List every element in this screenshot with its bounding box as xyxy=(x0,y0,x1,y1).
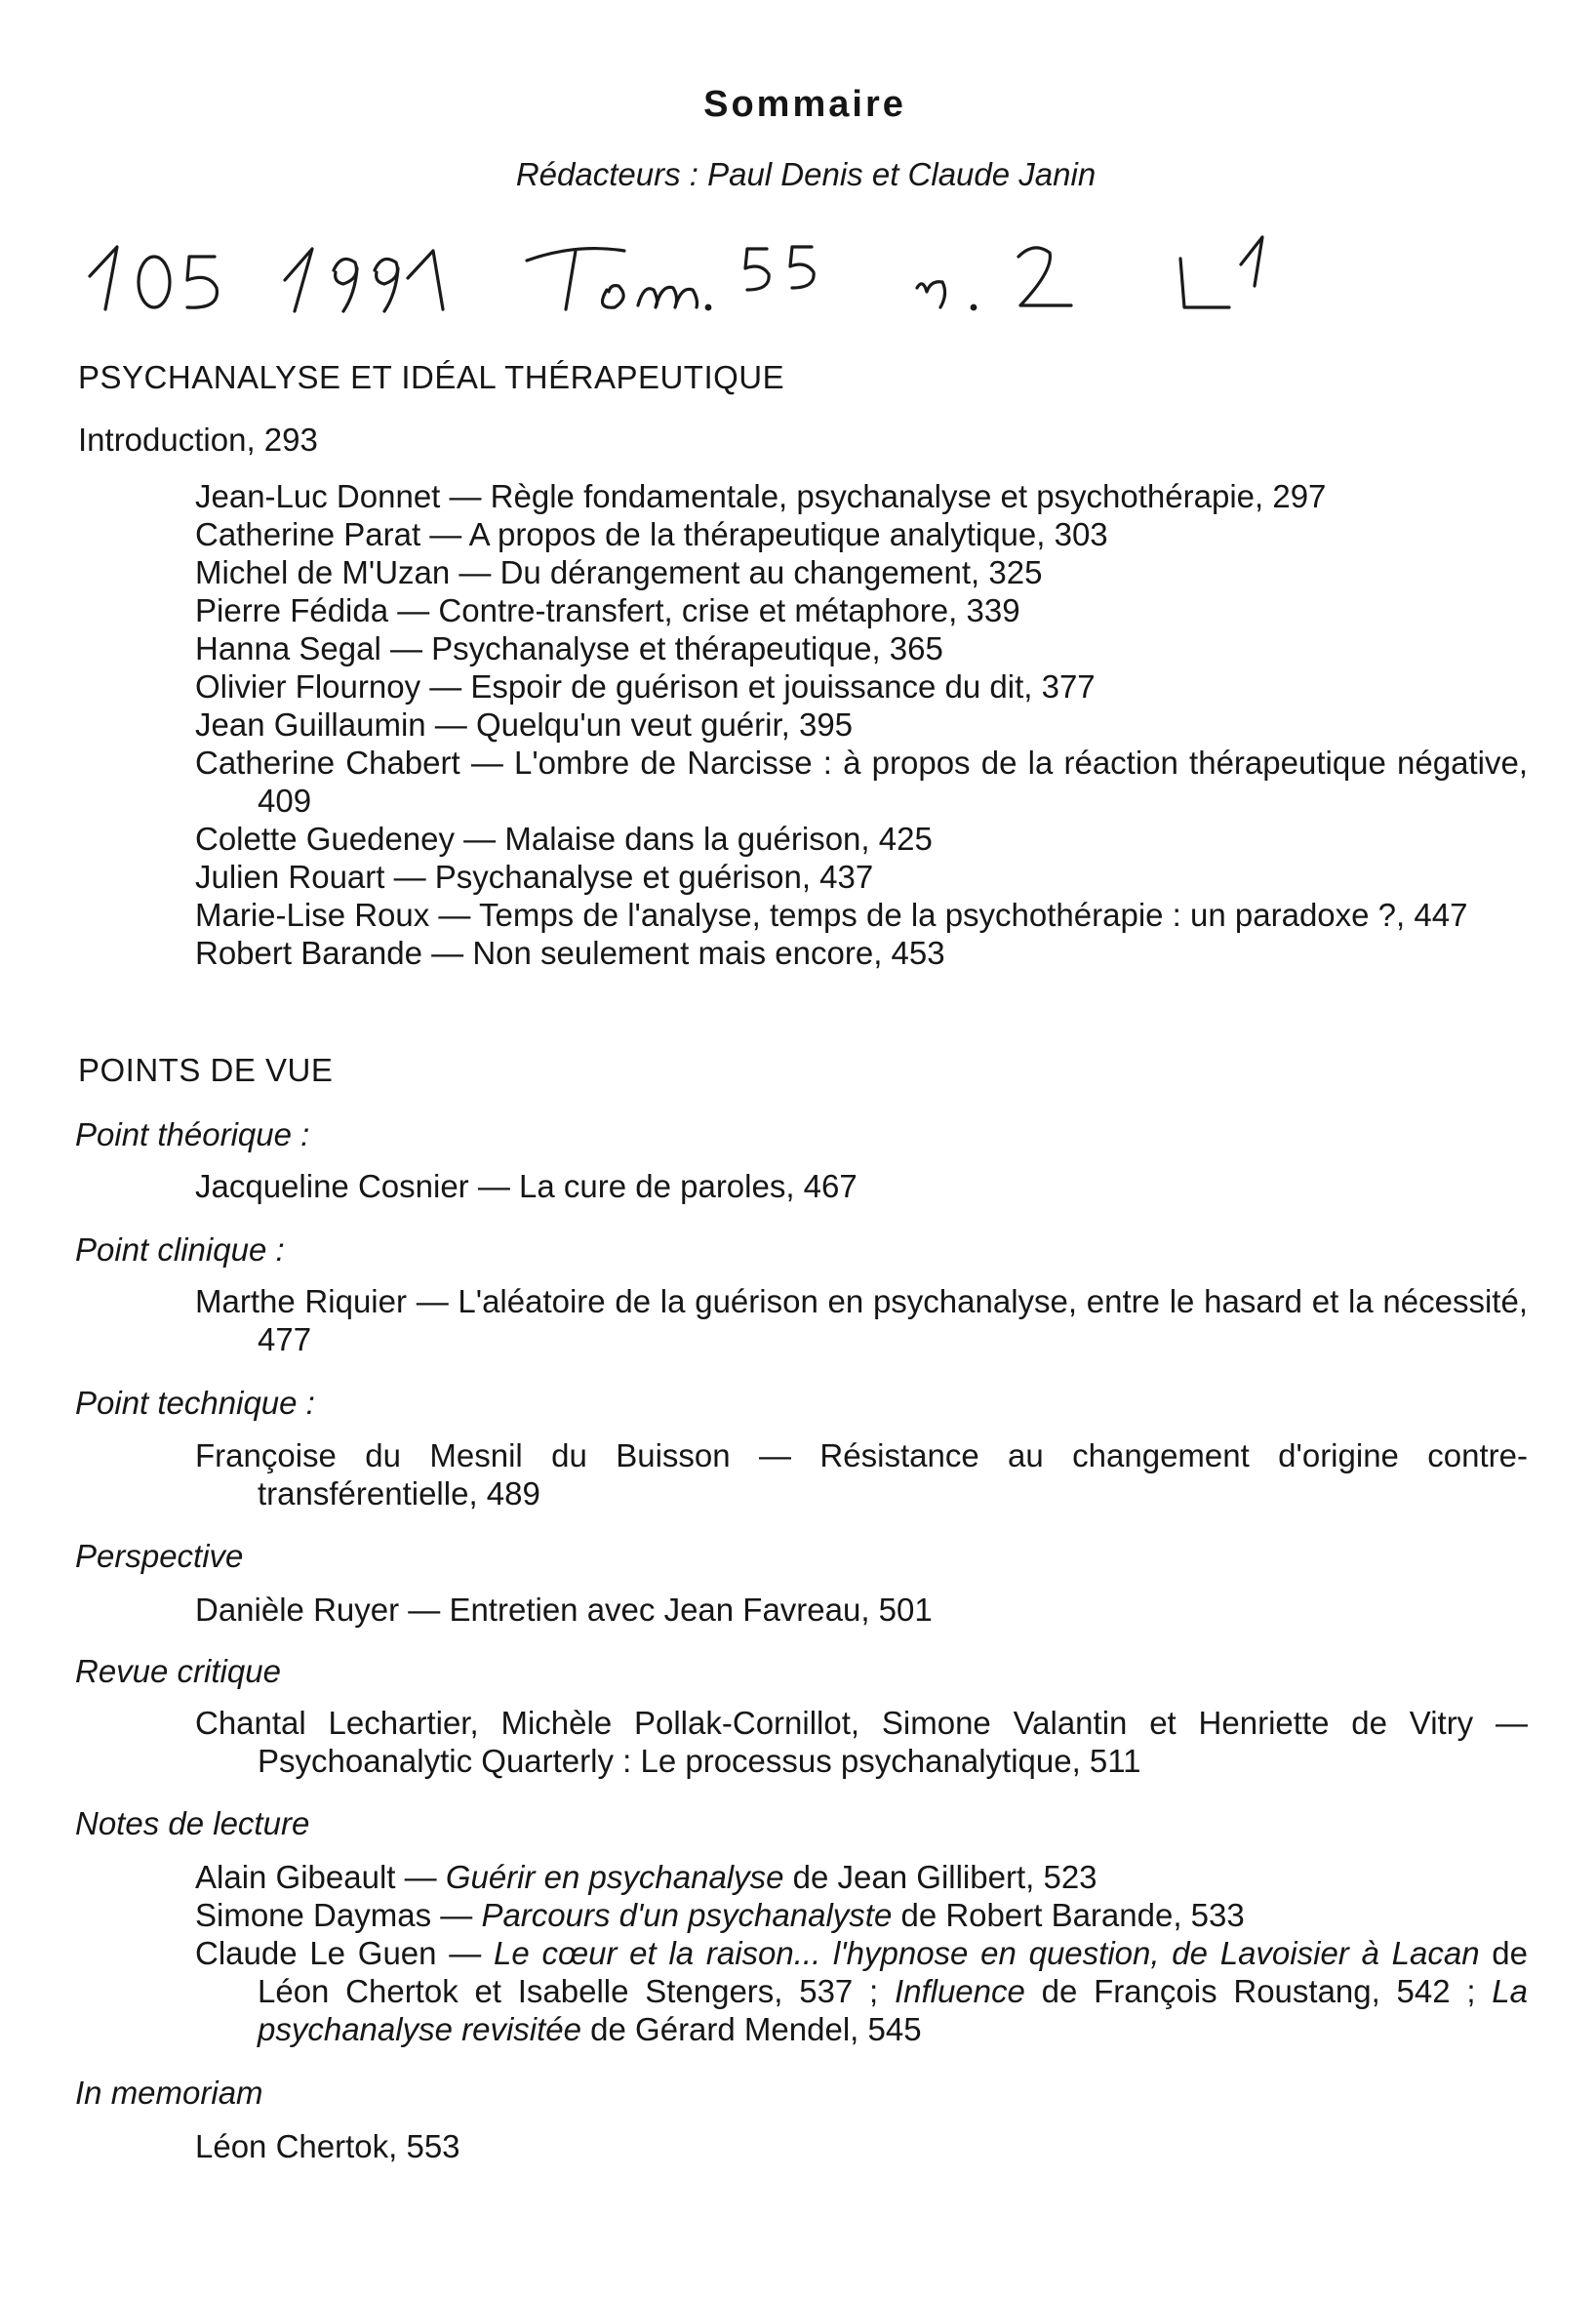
handwritten-annotation xyxy=(78,229,1346,327)
entry-book-title: Parcours d'un psychanalyste xyxy=(481,1897,893,1933)
entry-book-title: Guérir en psychanalyse xyxy=(445,1859,784,1895)
toc-entry-fedida: Pierre Fédida — Contre-transfert, crise et métaphore, 339 xyxy=(195,592,1020,628)
toc-entry-barande: Robert Barande — Non seulement mais encore, 453 xyxy=(195,935,945,971)
toc-entry-ruyer: Danièle Ruyer — Entretien avec Jean Favreau, 501 xyxy=(195,1592,933,1628)
section-heading-points-de-vue: POINTS DE VUE xyxy=(78,1052,334,1088)
toc-entry-gibeault xyxy=(195,1858,1528,1896)
subhead-revue-critique: Revue critique xyxy=(75,1653,281,1689)
entry-rest: de Robert Barande, 533 xyxy=(892,1897,1245,1933)
revue-entries xyxy=(195,1704,1528,1780)
subhead-perspective: Perspective xyxy=(75,1538,244,1574)
entry-rest: de Gérard Mendel, 545 xyxy=(581,2011,922,2047)
editors-line: Rédacteurs : Paul Denis et Claude Janin xyxy=(515,156,1097,192)
toc-entry-riquier: Marthe Riquier — L'aléatoire de la guérison en psychanalyse, entre le hasard et la nécessité, 477 xyxy=(195,1283,1528,1357)
toc-entry-daymas xyxy=(195,1896,1528,1934)
entry-book-title: La psychanalyse revisitée xyxy=(258,1973,1528,2047)
entry-book-title: Influence xyxy=(894,1973,1025,2009)
entry-rest: de Léon Chertok et Isabelle Stengers, 537 ; xyxy=(258,1935,1529,2009)
toc-entry-rouart: Julien Rouart — Psychanalyse et guérison, 437 xyxy=(195,859,874,895)
entry-rest: de François Roustang, 542 ; xyxy=(1024,1973,1493,2009)
toc-entry-le-guen xyxy=(195,1934,1528,2048)
toc-entry-cosnier: Jacqueline Cosnier — La cure de paroles, 467 xyxy=(195,1168,858,1204)
toc-entry-mesnil-du-buisson: Françoise du Mesnil du Buisson — Résistance au changement d'origine contre-transférentielle, 489 xyxy=(195,1437,1528,1512)
entry-author: Simone Daymas — xyxy=(195,1897,482,1933)
toc-entry-chertok: Léon Chertok, 553 xyxy=(195,2128,460,2164)
toc-entry-segal: Hanna Segal — Psychanalyse et thérapeutique, 365 xyxy=(195,630,943,666)
clinique-entries xyxy=(195,1282,1528,1358)
toc-entry-donnet: Jean-Luc Donnet — Règle fondamentale, psychanalyse et psychothérapie, 297 xyxy=(195,478,1327,514)
section-heading-psychanalyse: PSYCHANALYSE ET IDÉAL THÉRAPEUTIQUE xyxy=(78,359,785,395)
subhead-point-technique: Point technique : xyxy=(75,1385,315,1421)
page-title: Sommaire xyxy=(703,84,906,125)
entry-rest: de Jean Gillibert, 523 xyxy=(783,1859,1097,1895)
subhead-point-theorique: Point théorique : xyxy=(75,1116,310,1152)
toc-entry-guedeney: Colette Guedeney — Malaise dans la guérison, 425 xyxy=(195,821,933,857)
memoriam-entries xyxy=(195,2127,1528,2165)
toc-entry-lechartier: Chantal Lechartier, Michèle Pollak-Cornillot, Simone Valantin et Henriette de Vitry — Psychoanalytic Quarterly : Le processus psychanalytique, 511 xyxy=(195,1705,1528,1779)
toc-entry-flournoy: Olivier Flournoy — Espoir de guérison et jouissance du dit, 377 xyxy=(195,668,1096,705)
toc-entry-guillaumin: Jean Guillaumin — Quelqu'un veut guérir, 395 xyxy=(195,706,854,743)
perspective-entries xyxy=(195,1591,1528,1629)
toc-entry-parat: Catherine Parat — A propos de la thérapeutique analytique, 303 xyxy=(195,516,1108,552)
subhead-notes-de-lecture: Notes de lecture xyxy=(75,1805,310,1841)
entry-author: Alain Gibeault — xyxy=(195,1859,446,1895)
notes-entries xyxy=(195,1858,1528,2048)
handwriting-strokes xyxy=(78,229,1346,327)
subhead-in-memoriam: In memoriam xyxy=(75,2075,263,2111)
technique-entries xyxy=(195,1436,1528,1512)
toc-entry-chabert: Catherine Chabert — L'ombre de Narcisse : à propos de la réaction thérapeutique négative, 409 xyxy=(195,745,1528,819)
entry-author: Claude Le Guen — xyxy=(195,1935,494,1971)
toc-entry-muzan: Michel de M'Uzan — Du dérangement au changement, 325 xyxy=(195,554,1043,590)
introduction-entry: Introduction, 293 xyxy=(78,422,318,458)
psychanalyse-entries xyxy=(195,477,1528,972)
theorique-entries xyxy=(195,1167,1528,1205)
subhead-point-clinique: Point clinique : xyxy=(75,1231,285,1268)
entry-book-title: Le cœur et la raison... l'hypnose en question, de Lavoisier à Lacan xyxy=(494,1935,1480,1971)
toc-entry-roux: Marie-Lise Roux — Temps de l'analyse, temps de la psychothérapie : un paradoxe ?, 447 xyxy=(195,897,1468,933)
